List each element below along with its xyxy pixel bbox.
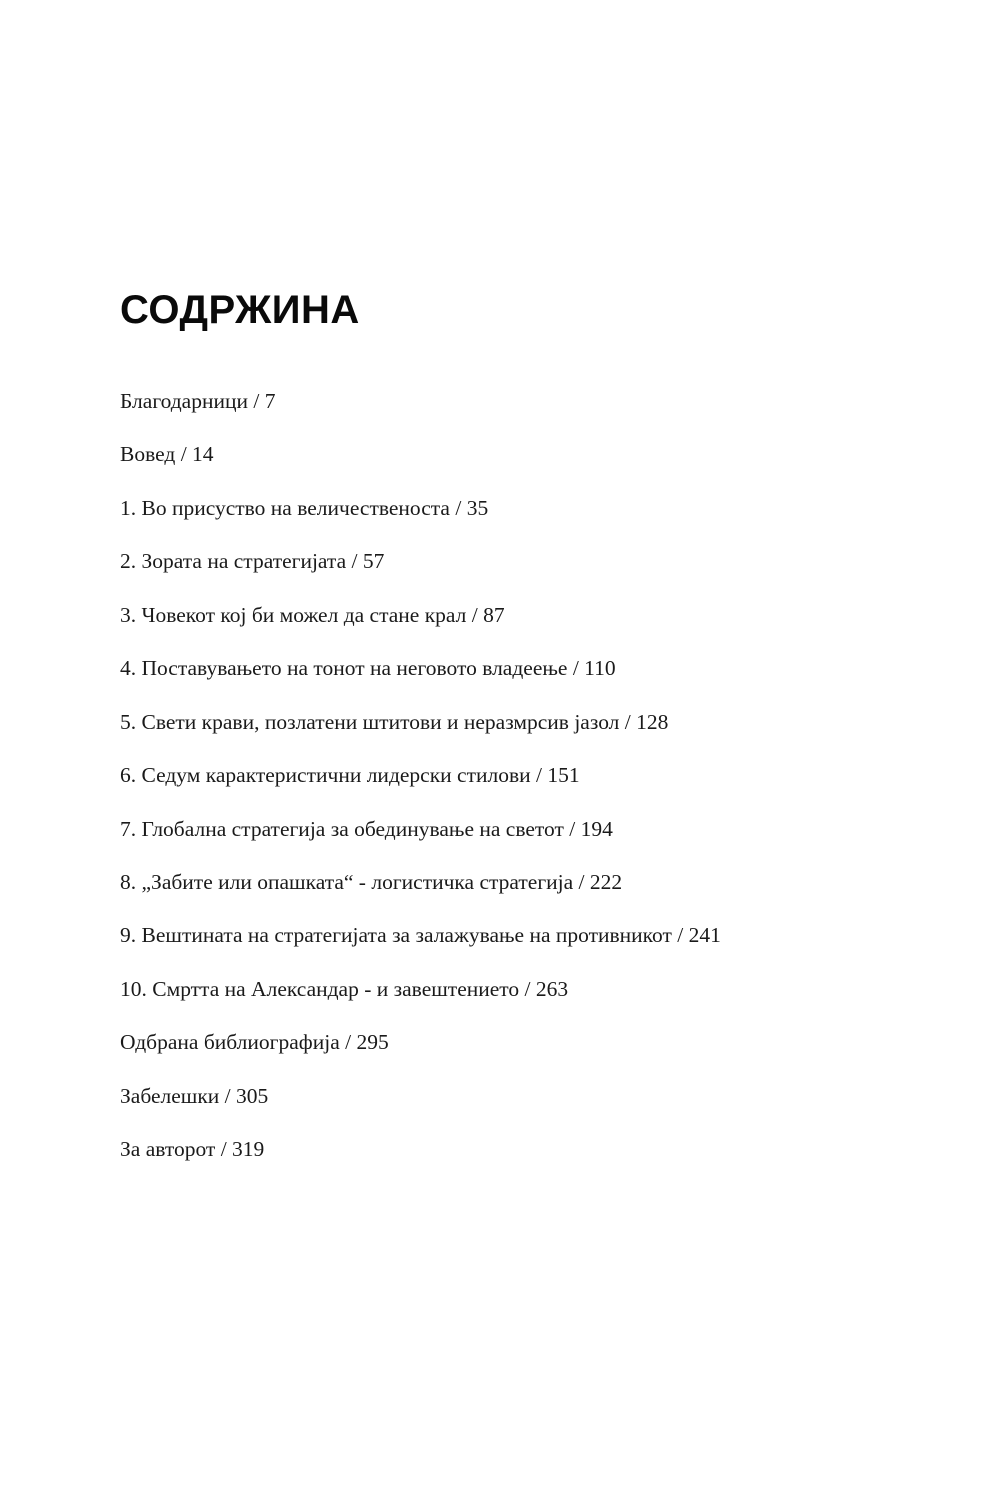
list-item: Забелешки / 305 (120, 1083, 269, 1108)
list-item: 7. Глобална стратегија за обединување на светот / 194 (120, 816, 613, 841)
list-item: 9. Вештината на стратегијата за залажување на противникот / 241 (120, 923, 721, 948)
list-item: 5. Свети крави, позлатени штитови и неразмрсив јазол / 128 (120, 709, 669, 734)
list-item: 8. „Забите или опашката“ - логистичка стратегија / 222 (120, 869, 623, 894)
list-item: Благодарници / 7 (120, 389, 276, 413)
list-item: 4. Поставувањето на тонот на неговото владеење / 110 (120, 656, 616, 681)
list-item: Одбрана библиографија / 295 (120, 1030, 389, 1055)
list-item: 1. Во присуство на величественоста / 35 (120, 495, 489, 520)
list-item: Вовед / 14 (120, 442, 214, 467)
list-item: За авторот / 319 (120, 1137, 265, 1162)
list-item: 2. Зората на стратегијата / 57 (120, 549, 385, 574)
table-of-contents-list (120, 332, 864, 1164)
page-title: СОДРЖИНА (120, 288, 360, 332)
list-item: 3. Човекот кој би можел да стане крал / 87 (120, 602, 505, 627)
list-item: 6. Седум карактеристични лидерски стилови / 151 (120, 763, 580, 788)
list-item: 10. Смртта на Александар - и завештението / 263 (120, 976, 569, 1001)
